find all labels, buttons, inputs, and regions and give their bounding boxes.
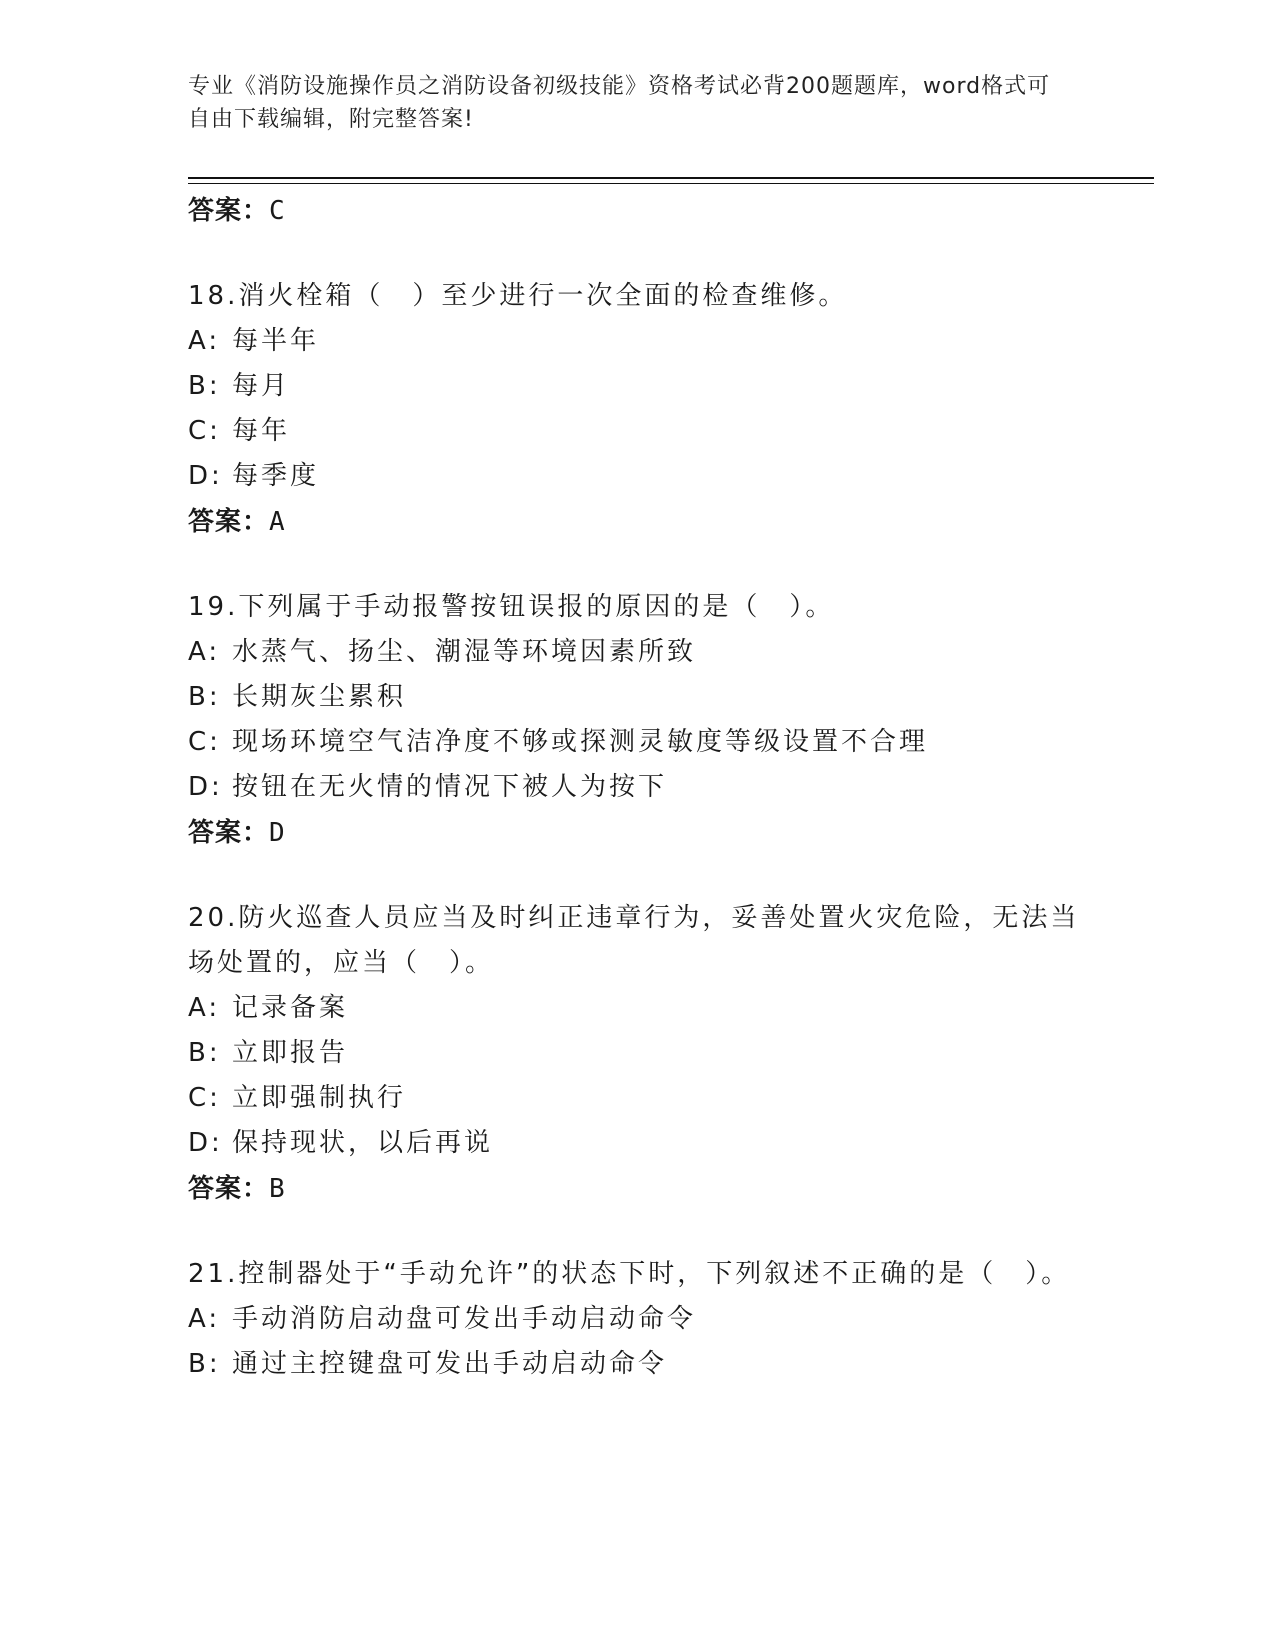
question-stem: 18.消火栓箱（ ）至少进行一次全面的检查维修。 bbox=[188, 281, 848, 311]
answer-label: 答案： bbox=[188, 1174, 270, 1204]
option-key: D: bbox=[188, 1128, 223, 1158]
option-key: C: bbox=[188, 416, 221, 446]
question-stem: 20.防火巡查人员应当及时纠正违章行为，妥善处置火灾危险，无法当场处置的，应当（ ）。 bbox=[188, 903, 1080, 978]
answer-label: 答案： bbox=[188, 196, 270, 226]
option-text: 每月 bbox=[232, 371, 291, 401]
question-21 bbox=[188, 1252, 1088, 1387]
option-key: B: bbox=[188, 1038, 221, 1068]
option-d bbox=[188, 1121, 1088, 1166]
question-stem: 19.下列属于手动报警按钮误报的原因的是（ ）。 bbox=[188, 592, 835, 622]
question-list bbox=[188, 188, 1088, 1387]
option-b bbox=[188, 1342, 1088, 1387]
answer-value: D bbox=[269, 818, 286, 848]
option-a bbox=[188, 1297, 1088, 1342]
answer-line bbox=[188, 188, 1088, 234]
option-key: B: bbox=[188, 371, 221, 401]
option-key: C: bbox=[188, 727, 221, 757]
option-text: 通过主控键盘可发出手动启动命令 bbox=[232, 1349, 668, 1379]
header-rule-thick bbox=[188, 177, 1154, 179]
option-text: 水蒸气、扬尘、潮湿等环境因素所致 bbox=[232, 637, 697, 667]
option-b bbox=[188, 675, 1088, 720]
option-c bbox=[188, 720, 1088, 765]
option-b bbox=[188, 364, 1088, 409]
option-c bbox=[188, 1076, 1088, 1121]
option-text: 立即报告 bbox=[232, 1038, 349, 1068]
header-rule-thin bbox=[188, 183, 1154, 184]
option-text: 每年 bbox=[232, 416, 291, 446]
option-key: B: bbox=[188, 1349, 221, 1379]
option-text: 现场环境空气洁净度不够或探测灵敏度等级设置不合理 bbox=[232, 727, 929, 757]
option-text: 每季度 bbox=[232, 461, 320, 491]
option-key: C: bbox=[188, 1083, 221, 1113]
option-a bbox=[188, 630, 1088, 675]
option-d bbox=[188, 765, 1088, 810]
option-text: 每半年 bbox=[232, 326, 320, 356]
option-text: 按钮在无火情的情况下被人为按下 bbox=[232, 772, 668, 802]
question-19 bbox=[188, 585, 1088, 856]
option-a bbox=[188, 986, 1088, 1031]
answer-line bbox=[188, 1166, 1088, 1212]
question-stem: 21.控制器处于“手动允许”的状态下时，下列叙述不正确的是（ ）。 bbox=[188, 1259, 1071, 1289]
option-key: D: bbox=[188, 461, 223, 491]
answer-label: 答案： bbox=[188, 507, 270, 537]
document-header: 专业《消防设施操作员之消防设备初级技能》资格考试必背200题题库，word格式可自由下载编辑，附完整答案! bbox=[188, 74, 1051, 132]
option-c bbox=[188, 409, 1088, 454]
option-key: A: bbox=[188, 1304, 221, 1334]
answer-value: B bbox=[269, 1174, 286, 1204]
question-18 bbox=[188, 274, 1088, 545]
option-text: 长期灰尘累积 bbox=[232, 682, 407, 712]
option-key: A: bbox=[188, 637, 221, 667]
answer-line bbox=[188, 810, 1088, 856]
answer-value: A bbox=[269, 507, 286, 537]
option-text: 立即强制执行 bbox=[232, 1083, 407, 1113]
question-20 bbox=[188, 896, 1088, 1212]
option-a bbox=[188, 319, 1088, 364]
answer-label: 答案： bbox=[188, 818, 270, 848]
option-key: A: bbox=[188, 993, 221, 1023]
option-b bbox=[188, 1031, 1088, 1076]
option-d bbox=[188, 454, 1088, 499]
option-text: 记录备案 bbox=[232, 993, 349, 1023]
answer-line bbox=[188, 499, 1088, 545]
option-text: 保持现状，以后再说 bbox=[232, 1128, 494, 1158]
option-key: D: bbox=[188, 772, 223, 802]
option-key: A: bbox=[188, 326, 221, 356]
answer-value: C bbox=[269, 196, 286, 226]
option-text: 手动消防启动盘可发出手动启动命令 bbox=[232, 1304, 697, 1334]
option-key: B: bbox=[188, 682, 221, 712]
